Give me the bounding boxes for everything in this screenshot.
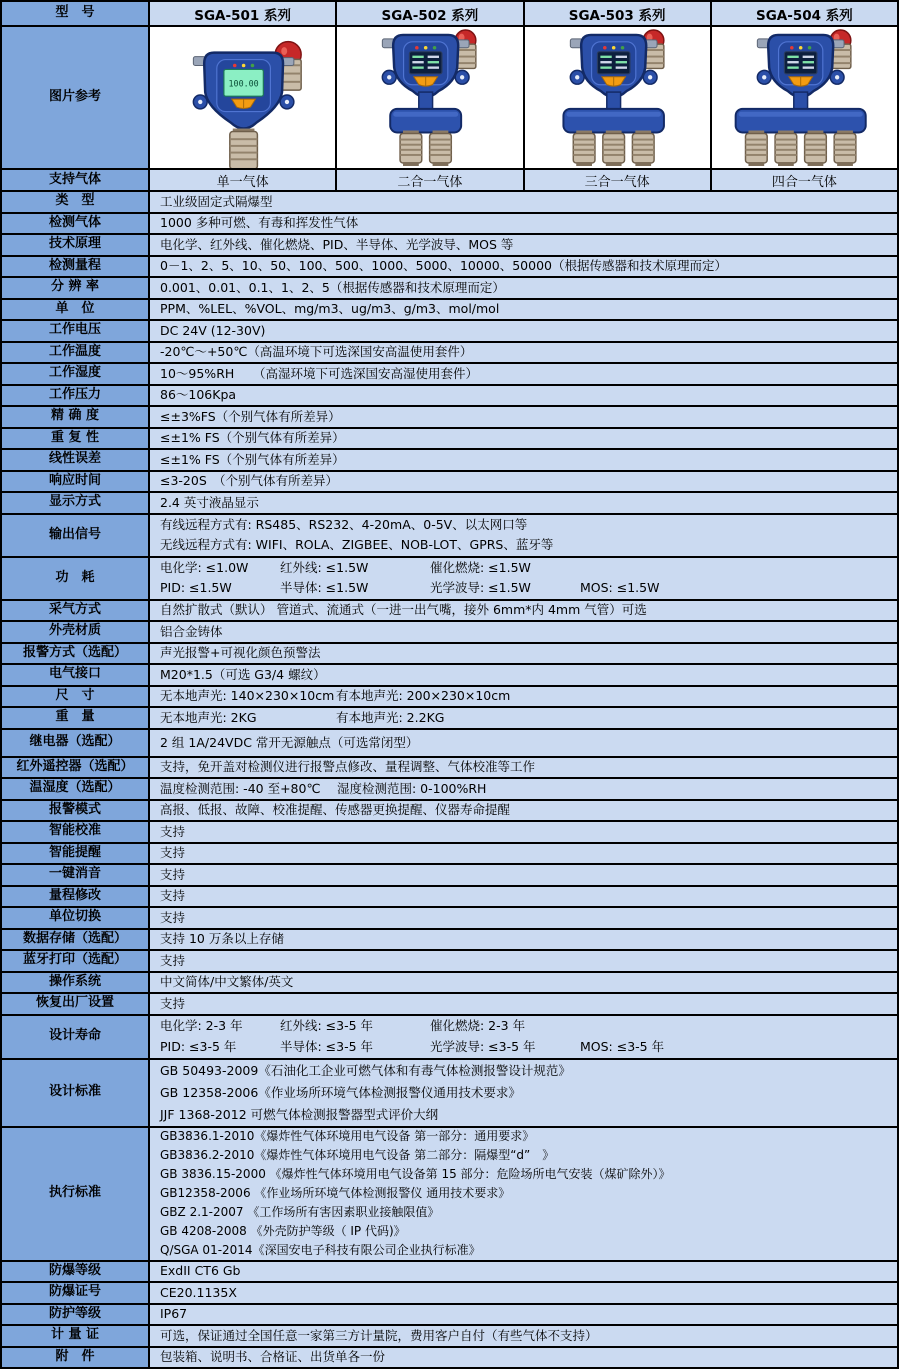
spec-row-27 <box>2 801 897 823</box>
row-value: 支持 <box>150 887 897 907</box>
spec-row-29 <box>2 844 897 866</box>
row-value: 自然扩散式（默认） 管道式、流通式（一进一出气嘴，接外 6mm*内 4mm 气管）可选 <box>150 601 897 621</box>
spec-row-31 <box>2 887 897 909</box>
spec-row-3 <box>2 235 897 257</box>
spec-row-37 <box>2 1016 897 1060</box>
row-label: 蓝牙打印（选配） <box>2 951 150 971</box>
row-label: 功 耗 <box>2 558 150 599</box>
row-value: 中文简体/中文繁体/英文 <box>150 973 897 993</box>
status-led-icon <box>233 64 237 68</box>
gas-sensor-icon <box>230 129 258 168</box>
spec-row-42 <box>2 1305 897 1327</box>
spec-row-19 <box>2 622 897 644</box>
gas-type-sga503: 三合一气体 <box>525 170 712 190</box>
row-value: DC 24V (12-30V) <box>150 321 897 341</box>
spec-row-1 <box>2 192 897 214</box>
gas-sensor-icon <box>430 131 452 166</box>
spec-row-26 <box>2 779 897 801</box>
row-label: 继电器（选配） <box>2 730 150 756</box>
spec-row-9 <box>2 364 897 386</box>
row-value: 支持 10 万条以上存储 <box>150 930 897 950</box>
row-value: IP67 <box>150 1305 897 1325</box>
status-led-icon <box>799 46 803 50</box>
row-value: 电化学、红外线、催化燃烧、PID、半导体、光学波导、MOS 等 <box>150 235 897 255</box>
spec-row-43 <box>2 1326 897 1348</box>
product-image-sga503 <box>525 27 712 168</box>
status-led-icon <box>424 46 428 50</box>
row-label: 类 型 <box>2 192 150 212</box>
row-value: 支持 <box>150 822 897 842</box>
status-led-icon <box>611 46 615 50</box>
row-value: 支持 <box>150 865 897 885</box>
row-value: 可选，保证通过全国任意一家第三方计量院，费用客户自付（有些气体不支持） <box>150 1326 897 1346</box>
status-led-icon <box>415 46 419 50</box>
image-reference-row <box>2 27 897 170</box>
model-name-sga503: SGA-503 系列 <box>525 2 712 25</box>
detector-illustration <box>525 27 710 168</box>
row-value: ≤3-20S （个别气体有所差异） <box>150 472 897 492</box>
spec-row-6 <box>2 300 897 322</box>
row-value: 高报、低报、故障、校准提醒、传感器更换提醒、仪器寿命提醒 <box>150 801 897 821</box>
row-value: ≤±1% FS（个别气体有所差异） <box>150 429 897 449</box>
spec-row-35 <box>2 973 897 995</box>
spec-row-38 <box>2 1060 897 1128</box>
row-label: 一键消音 <box>2 865 150 885</box>
product-image-sga504 <box>712 27 897 168</box>
row-label: 防护等级 <box>2 1305 150 1325</box>
row-value: 铝合金铸体 <box>150 622 897 642</box>
row-label: 技术原理 <box>2 235 150 255</box>
supported-gas-row <box>2 170 897 192</box>
spec-row-39 <box>2 1128 897 1262</box>
spec-row-24 <box>2 730 897 758</box>
spec-row-14 <box>2 472 897 494</box>
row-value: 1000 多种可燃、有毒和挥发性气体 <box>150 214 897 234</box>
row-value: GB 50493-2009《石油化工企业可燃气体和有毒气体检测报警设计规范》 GB 12358-2006《作业场所环境气体检测报警仪通用技术要求》 JJF 1368-2012 可燃气体检测报警器型式评价大纲 <box>150 1060 897 1126</box>
detector-illustration <box>150 27 335 168</box>
row-label: 精 确 度 <box>2 407 150 427</box>
row-label: 检测量程 <box>2 257 150 277</box>
spec-row-36 <box>2 994 897 1016</box>
gas-sensor-icon <box>400 131 422 166</box>
spec-row-25 <box>2 758 897 780</box>
row-label: 报警模式 <box>2 801 150 821</box>
row-label: 防爆等级 <box>2 1262 150 1282</box>
row-label: 设计寿命 <box>2 1016 150 1058</box>
spec-row-23 <box>2 708 897 730</box>
row-value: M20*1.5（可选 G3/4 螺纹） <box>150 665 897 685</box>
row-value: 电化学: 2-3 年 红外线: ≤3-5 年 催化燃烧: 2-3 年 PID: ≤3-5 年 半导体: ≤3-5 年 光学波导: ≤3-5 年 MOS: ≤3-5 年 <box>150 1016 897 1058</box>
row-label: 工作湿度 <box>2 364 150 384</box>
row-label: 附 件 <box>2 1348 150 1368</box>
spec-row-41 <box>2 1283 897 1305</box>
row-label: 执行标准 <box>2 1128 150 1260</box>
spec-row-5 <box>2 278 897 300</box>
row-label: 重 复 性 <box>2 429 150 449</box>
spec-row-10 <box>2 386 897 408</box>
gas-type-sga501: 单一气体 <box>150 170 337 190</box>
model-name-sga502: SGA-502 系列 <box>337 2 524 25</box>
status-led-icon <box>790 46 794 50</box>
row-label: 量程修改 <box>2 887 150 907</box>
status-led-icon <box>433 46 437 50</box>
spec-row-21 <box>2 665 897 687</box>
row-value: ≤±3%FS（个别气体有所差异） <box>150 407 897 427</box>
row-label: 分 辨 率 <box>2 278 150 298</box>
row-value: 无本地声光: 140×230×10cm 有本地声光: 200×230×10cm <box>150 687 897 707</box>
spec-row-40 <box>2 1262 897 1284</box>
row-label: 报警方式（选配） <box>2 644 150 664</box>
spec-row-2 <box>2 214 897 236</box>
gas-sensor-icon <box>834 131 856 166</box>
row-label: 外壳材质 <box>2 622 150 642</box>
model-name-sga501: SGA-501 系列 <box>150 2 337 25</box>
row-label: 数据存储（选配） <box>2 930 150 950</box>
row-value: 支持，免开盖对检测仪进行报警点修改、量程调整、气体校准等工作 <box>150 758 897 778</box>
spec-row-7 <box>2 321 897 343</box>
row-value: -20℃～+50℃（高温环境下可选深国安高温使用套件） <box>150 343 897 363</box>
row-value: 支持 <box>150 908 897 928</box>
model-name-sga504: SGA-504 系列 <box>712 2 897 25</box>
row-value: 支持 <box>150 994 897 1014</box>
gas-type-sga504: 四合一气体 <box>712 170 897 190</box>
row-label: 红外遥控器（选配） <box>2 758 150 778</box>
row-value: 无本地声光: 2KG 有本地声光: 2.2KG <box>150 708 897 728</box>
spec-row-13 <box>2 450 897 472</box>
spec-row-12 <box>2 429 897 451</box>
gas-sensor-icon <box>745 131 767 166</box>
row-value: 包装箱、说明书、合格证、出货单各一份 <box>150 1348 897 1368</box>
model-header-row <box>2 2 897 27</box>
row-label: 工作压力 <box>2 386 150 406</box>
row-label: 电气接口 <box>2 665 150 685</box>
row-label: 单 位 <box>2 300 150 320</box>
row-label: 温湿度（选配） <box>2 779 150 799</box>
gas-sensor-icon <box>602 131 624 166</box>
status-led-icon <box>251 64 255 68</box>
spec-row-20 <box>2 644 897 666</box>
spec-row-28 <box>2 822 897 844</box>
row-label: 智能校准 <box>2 822 150 842</box>
spec-row-30 <box>2 865 897 887</box>
product-image-sga502 <box>337 27 524 168</box>
spec-row-32 <box>2 908 897 930</box>
row-label: 采气方式 <box>2 601 150 621</box>
row-value: 2 组 1A/24VDC 常开无源触点（可选常闭型） <box>150 730 897 756</box>
status-led-icon <box>242 64 246 68</box>
spec-row-33 <box>2 930 897 952</box>
detector-illustration <box>337 27 522 168</box>
row-value: 温度检测范围: -40 至+80℃ 湿度检测范围: 0-100%RH <box>150 779 897 799</box>
row-label: 操作系统 <box>2 973 150 993</box>
spec-row-8 <box>2 343 897 365</box>
spec-row-17 <box>2 558 897 601</box>
spec-row-34 <box>2 951 897 973</box>
row-label: 工作温度 <box>2 343 150 363</box>
gas-sensor-icon <box>775 131 797 166</box>
spec-row-44 <box>2 1348 897 1369</box>
detector-illustration <box>712 27 897 168</box>
row-label: 智能提醒 <box>2 844 150 864</box>
row-value: 0－1、2、5、10、50、100、500、1000、5000、10000、50000（根据传感器和技术原理而定） <box>150 257 897 277</box>
row-value: 2.4 英寸液晶显示 <box>150 493 897 513</box>
status-led-icon <box>603 46 607 50</box>
row-value: 支持 <box>150 951 897 971</box>
status-led-icon <box>620 46 624 50</box>
row-value: GB3836.1-2010《爆炸性气体环境用电气设备 第一部分：通用要求》 GB3836.2-2010《爆炸性气体环境用电气设备 第二部分：隔爆型“d” 》 GB 3836.15-2000 《爆炸性气体环境用电气设备第 15 部分：危险场所电气安装（煤矿除外）》 GB12358-2006 《作业场所环境气体检测报警仪 通用技术要求》 GBZ 2.1-2007 《工作场所有害因素职业接触限值》 GB 4208-2008 《外壳防护等级（ IP 代码)》 Q/SGA 01-2014《深国安电子科技有限公司企业执行标准》 <box>150 1128 897 1260</box>
spec-row-18 <box>2 601 897 623</box>
row-value: 工业级固定式隔爆型 <box>150 192 897 212</box>
row-value: 有线远程方式有: RS485、RS232、4-20mA、0-5V、以太网口等 无线远程方式有: WIFI、ROLA、ZIGBEE、NOB-LOT、GPRS、蓝牙等 <box>150 515 897 556</box>
row-label: 检测气体 <box>2 214 150 234</box>
row-label: 计 量 证 <box>2 1326 150 1346</box>
row-value: ≤±1% FS（个别气体有所差异） <box>150 450 897 470</box>
gas-sensor-icon <box>573 131 595 166</box>
row-label: 输出信号 <box>2 515 150 556</box>
row-value: 声光报警+可视化颜色预警法 <box>150 644 897 664</box>
row-label: 工作电压 <box>2 321 150 341</box>
row-value: 电化学: ≤1.0W 红外线: ≤1.5W 催化燃烧: ≤1.5W PID: ≤1.5W 半导体: ≤1.5W 光学波导: ≤1.5W MOS: ≤1.5W <box>150 558 897 599</box>
spec-row-16 <box>2 515 897 558</box>
status-led-icon <box>808 46 812 50</box>
row-label: 响应时间 <box>2 472 150 492</box>
row-label: 尺 寸 <box>2 687 150 707</box>
gas-sensor-icon <box>632 131 654 166</box>
row-value: CE20.1135X <box>150 1283 897 1303</box>
row-label: 设计标准 <box>2 1060 150 1126</box>
row-label: 恢复出厂设置 <box>2 994 150 1014</box>
gas-type-sga502: 二合一气体 <box>337 170 524 190</box>
gas-row-label: 支持气体 <box>2 170 150 190</box>
screen-reading: 100.00 <box>228 78 259 89</box>
image-row-label: 图片参考 <box>2 27 150 168</box>
spec-row-11 <box>2 407 897 429</box>
gas-sensor-icon <box>804 131 826 166</box>
row-value: PPM、%LEL、%VOL、mg/m3、ug/m3、g/m3、mol/mol <box>150 300 897 320</box>
spec-row-4 <box>2 257 897 279</box>
row-value: 10～95%RH （高湿环境下可选深国安高湿使用套件） <box>150 364 897 384</box>
spec-row-22 <box>2 687 897 709</box>
row-value: ExdII CT6 Gb <box>150 1262 897 1282</box>
row-label: 线性误差 <box>2 450 150 470</box>
row-value: 86～106Kpa <box>150 386 897 406</box>
row-value: 0.001、0.01、0.1、1、2、5（根据传感器和技术原理而定） <box>150 278 897 298</box>
row-label: 重 量 <box>2 708 150 728</box>
product-image-sga501 <box>150 27 337 168</box>
row-label: 防爆证号 <box>2 1283 150 1303</box>
row-value: 支持 <box>150 844 897 864</box>
model-header-label: 型 号 <box>2 2 150 25</box>
row-label: 显示方式 <box>2 493 150 513</box>
row-label: 单位切换 <box>2 908 150 928</box>
spec-row-15 <box>2 493 897 515</box>
